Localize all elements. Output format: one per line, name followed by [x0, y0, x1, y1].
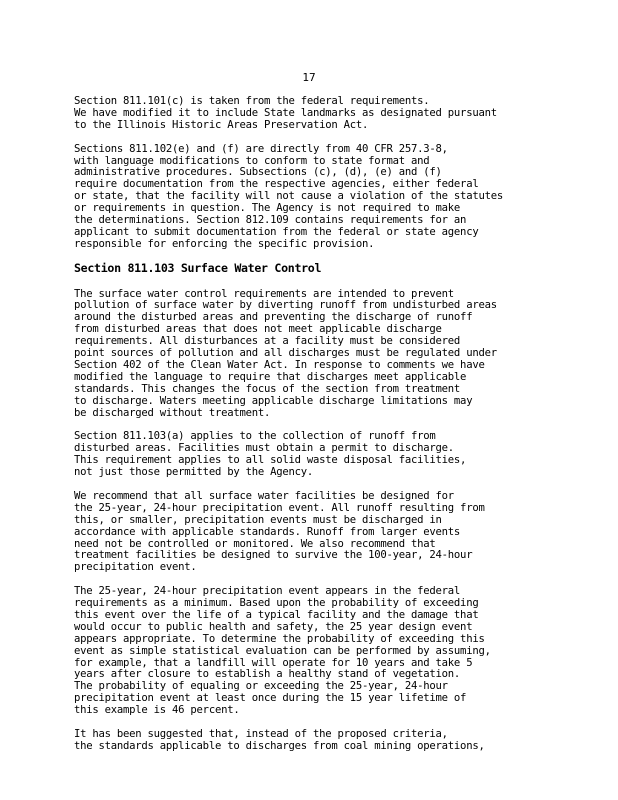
text-line: to the Illinois Historic Areas Preservation Act. — [74, 118, 369, 131]
paragraph — [74, 431, 564, 479]
text-line: event as simple statistical evaluation can be performed by assuming, — [74, 644, 491, 657]
text-line: disturbed areas. Facilities must obtain a permit to discharge. — [74, 442, 454, 455]
text-line: pollution of surface water by diverting runoff from undisturbed areas — [74, 299, 497, 312]
text-line: precipitation event. — [74, 561, 197, 574]
text-line: We recommend that all surface water facilities be designed for — [74, 489, 454, 502]
text-line: the determinations. Section 812.109 contains requirements for an — [74, 214, 467, 227]
text-line: this example is 46 percent. — [74, 704, 240, 717]
text-line: this, or smaller, precipitation events must be discharged in — [74, 513, 442, 526]
text-line: Sections 811.102(e) and (f) are directly from 40 CFR 257.3-8, — [74, 142, 448, 155]
text-line: We have modified it to include State landmarks as designated pursuant — [74, 106, 497, 119]
text-line: The probability of equaling or exceeding the 25-year, 24-hour — [74, 680, 448, 693]
text-line: treatment facilities be designed to survive the 100-year, 24-hour — [74, 549, 473, 562]
text-line: require documentation from the respective agencies, either federal — [74, 178, 479, 191]
paragraph — [74, 491, 564, 574]
text-line: The 25-year, 24-hour precipitation event appears in the federal — [74, 585, 461, 598]
text-line: precipitation event at least once during the 15 year lifetime of — [74, 692, 467, 705]
text-line: to discharge. Waters meeting applicable discharge limitations may — [74, 394, 473, 407]
top-paragraphs — [74, 96, 564, 251]
text-line: administrative procedures. Subsections (c), (d), (e) and (f) — [74, 166, 442, 179]
text-line: from disturbed areas that does not meet applicable discharge — [74, 323, 442, 336]
text-line: appears appropriate. To determine the probability of exceeding this — [74, 632, 485, 645]
text-line: requirements as a minimum. Based upon the probability of exceeding — [74, 597, 479, 610]
text-line: for example, that a landfill will operate for 10 years and take 5 — [74, 656, 473, 669]
text-line: would occur to public health and safety, the 25 year design event — [74, 620, 473, 633]
section-heading: Section 811.103 Surface Water Control — [74, 260, 322, 275]
text-line: years after closure to establish a healthy stand of vegetation. — [74, 668, 461, 681]
text-line: be discharged without treatment. — [74, 406, 271, 419]
text-line: Section 402 of the Clean Water Act. In response to comments we have — [74, 358, 485, 371]
text-line: requirements. All disturbances at a facility must be considered — [74, 335, 461, 348]
paragraph — [74, 729, 564, 753]
text-line: responsible for enforcing the specific provision. — [74, 237, 375, 250]
text-line: need not be controlled or monitored. We also recommend that — [74, 537, 436, 550]
text-line: This requirement applies to all solid waste disposal facilities, — [74, 454, 467, 467]
text-line: the 25-year, 24-hour precipitation event. All runoff resulting from — [74, 501, 485, 514]
page-number: 17 — [302, 71, 316, 84]
text-line: or requirements in question. The Agency is not required to make — [74, 202, 461, 215]
paragraph — [74, 289, 564, 420]
text-line: accordance with applicable standards. Runoff from larger events — [74, 525, 461, 538]
bottom-paragraphs — [74, 289, 564, 753]
text-line: the standards applicable to discharges from coal mining operations, — [74, 739, 485, 752]
text-line: or state, that the facility will not cause a violation of the statutes — [74, 190, 503, 203]
paragraph — [74, 96, 564, 132]
text-line: The surface water control requirements are intended to prevent — [74, 287, 454, 300]
text-line: this event over the life of a typical facility and the damage that — [74, 608, 479, 621]
text-line: applicant to submit documentation from the federal or state agency — [74, 225, 479, 238]
text-line: It has been suggested that, instead of the proposed criteria, — [74, 727, 448, 740]
text-line: point sources of pollution and all discharges must be regulated under — [74, 347, 497, 360]
paragraph — [74, 586, 564, 717]
document-body — [74, 96, 564, 765]
text-line: Section 811.101(c) is taken from the federal requirements. — [74, 95, 430, 107]
text-line: Section 811.103(a) applies to the collection of runoff from — [74, 430, 436, 443]
text-line: not just those permitted by the Agency. — [74, 466, 313, 479]
text-line: standards. This changes the focus of the section from treatment — [74, 382, 461, 395]
text-line: with language modifications to conform to state format and — [74, 154, 430, 167]
text-line: modified the language to require that discharges meet applicable — [74, 370, 467, 383]
paragraph — [74, 144, 564, 251]
text-line: around the disturbed areas and preventing the discharge of runoff — [74, 311, 473, 324]
